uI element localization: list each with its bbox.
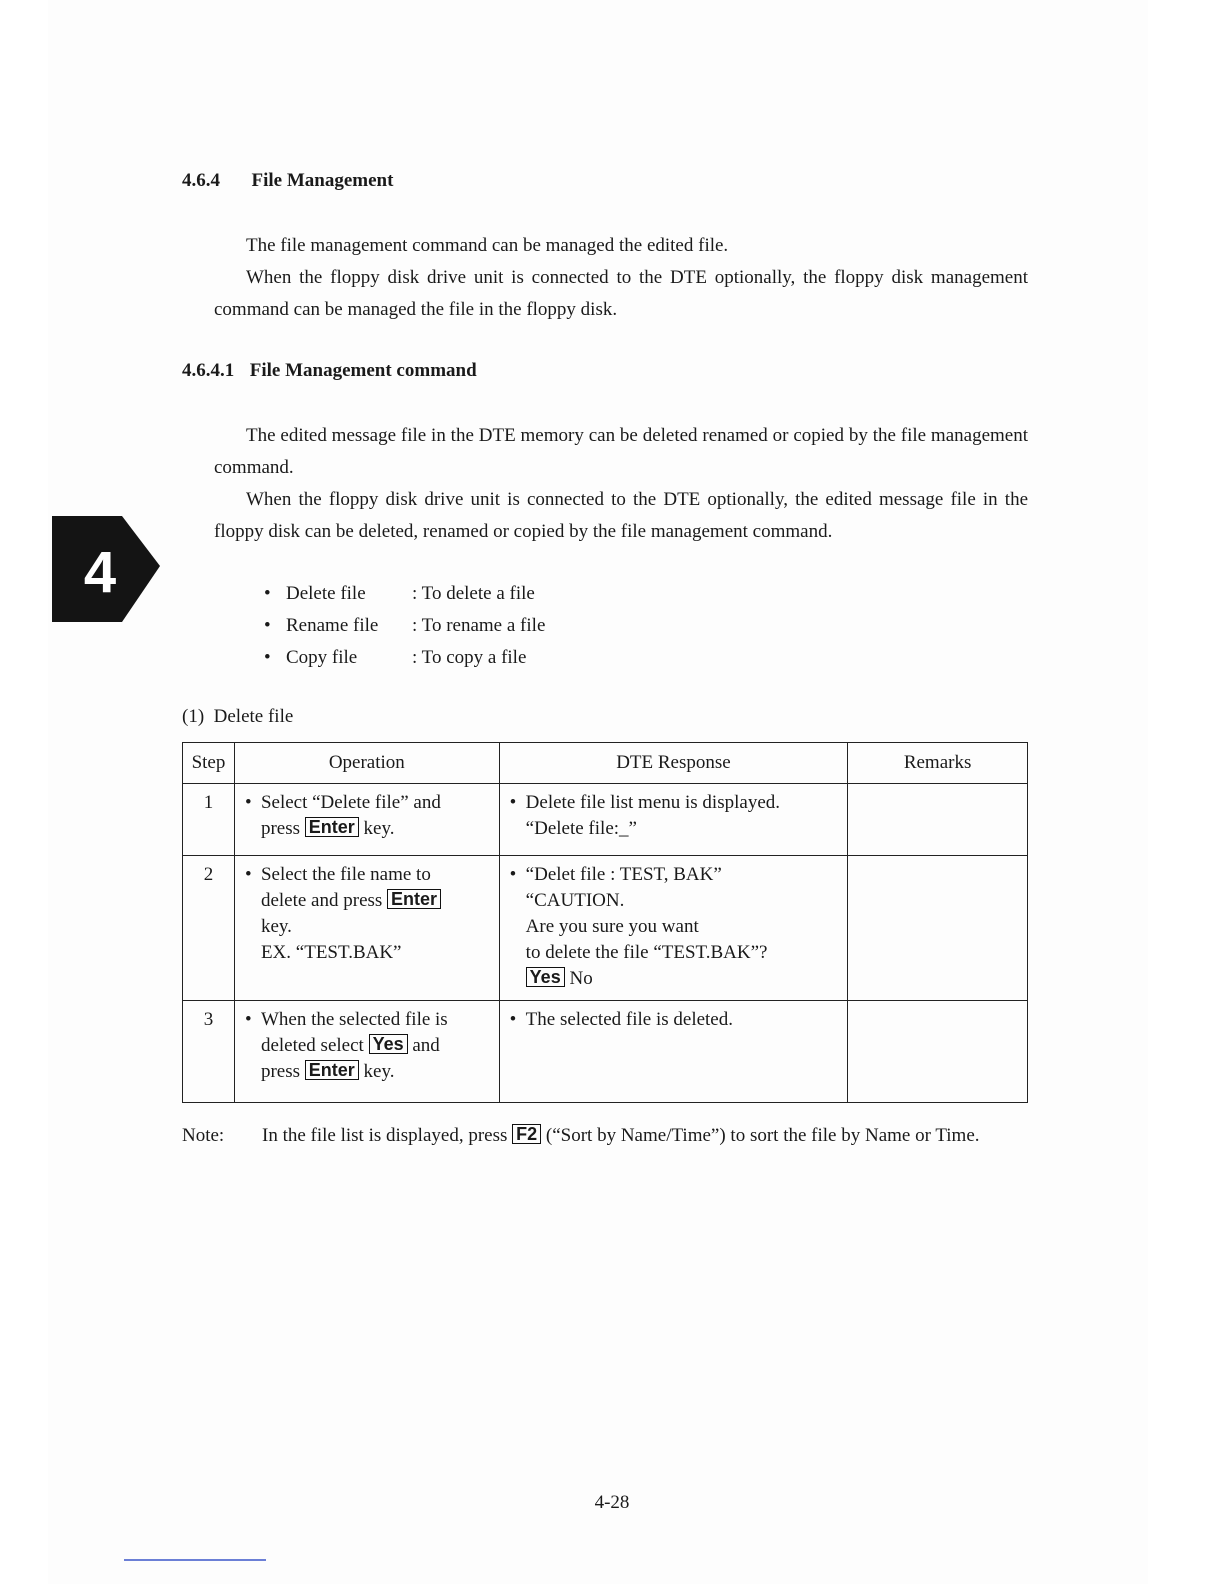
chapter-tab-marker	[52, 516, 160, 622]
table-row	[183, 784, 1028, 856]
list-item: • Rename file : To rename a file	[264, 610, 545, 642]
sub-intro-paragraph-1: The edited message file in the DTE memory can be deleted renamed or copied by the file management command.	[214, 425, 1028, 478]
yes-key: Yes	[526, 967, 565, 987]
command-name: Rename file	[286, 615, 379, 636]
header-operation: Operation	[234, 743, 499, 784]
sub-intro-paragraph-2: When the floppy disk drive unit is connected to the DTE optionally, the edited message file in the floppy disk can be deleted, renamed or copied by the file management command.	[214, 489, 1028, 542]
header-dte-response: DTE Response	[499, 743, 848, 784]
table-row	[183, 1001, 1028, 1103]
yes-key: Yes	[369, 1034, 408, 1054]
command-desc: : To copy a file	[412, 647, 527, 668]
command-desc: : To delete a file	[412, 583, 535, 604]
list-item: • Delete file : To delete a file	[264, 578, 545, 610]
remarks-cell	[848, 856, 1028, 1001]
response-cell: • Delete file list menu is displayed. “Delete file:_”	[499, 784, 848, 856]
section-title: File Management	[251, 170, 394, 191]
step-number: 3	[183, 1001, 235, 1103]
subheading-delete-file: (1) Delete file	[182, 706, 294, 727]
subsection-number: 4.6.4.1	[182, 360, 235, 381]
header-remarks: Remarks	[848, 743, 1028, 784]
command-name: Copy file	[286, 647, 358, 668]
note-label: Note:	[182, 1125, 225, 1146]
step-number: 1	[183, 784, 235, 856]
section-number: 4.6.4	[182, 170, 220, 191]
operation-cell: • Select the file name to delete and press Enter key. EX. “TEST.BAK”	[234, 856, 499, 1001]
enter-key: Enter	[305, 1060, 359, 1080]
footer-rule	[124, 1559, 266, 1561]
operation-cell: • Select “Delete file” and press Enter key.	[234, 784, 499, 856]
table-row	[183, 856, 1028, 1001]
enter-key: Enter	[305, 817, 359, 837]
operation-cell: • When the selected file is deleted select Yes and press Enter key.	[234, 1001, 499, 1103]
command-name: Delete file	[286, 583, 366, 604]
command-desc: : To rename a file	[412, 615, 546, 636]
section-heading	[182, 170, 393, 192]
delete-file-table	[182, 742, 1028, 1103]
subsection-heading	[182, 360, 477, 382]
response-cell: • “Delet file : TEST, BAK” “CAUTION. Are you sure you want to delete the file “TEST.BAK”? Yes No	[499, 856, 848, 1001]
intro-paragraph-1: The file management command can be managed the edited file.	[246, 235, 729, 256]
command-list	[264, 578, 545, 674]
list-item: • Copy file : To copy a file	[264, 642, 545, 674]
note-text: In the file list is displayed, press F2 (“Sort by Name/Time”) to sort the file by Name or Time.	[262, 1124, 980, 1146]
header-step: Step	[183, 743, 235, 784]
page-number: 4-28	[594, 1492, 630, 1513]
remarks-cell	[848, 1001, 1028, 1103]
table-header-row	[183, 743, 1028, 784]
intro-paragraph-2: When the floppy disk drive unit is connected to the DTE optionally, the floppy disk management command can be managed the file in the floppy disk.	[214, 267, 1028, 320]
remarks-cell	[848, 784, 1028, 856]
subsection-title: File Management command	[249, 360, 477, 381]
chapter-tab-number: 4	[83, 540, 117, 605]
response-cell: • The selected file is deleted.	[499, 1001, 848, 1103]
step-number: 2	[183, 856, 235, 1001]
enter-key: Enter	[387, 889, 441, 909]
f2-key: F2	[512, 1124, 541, 1144]
